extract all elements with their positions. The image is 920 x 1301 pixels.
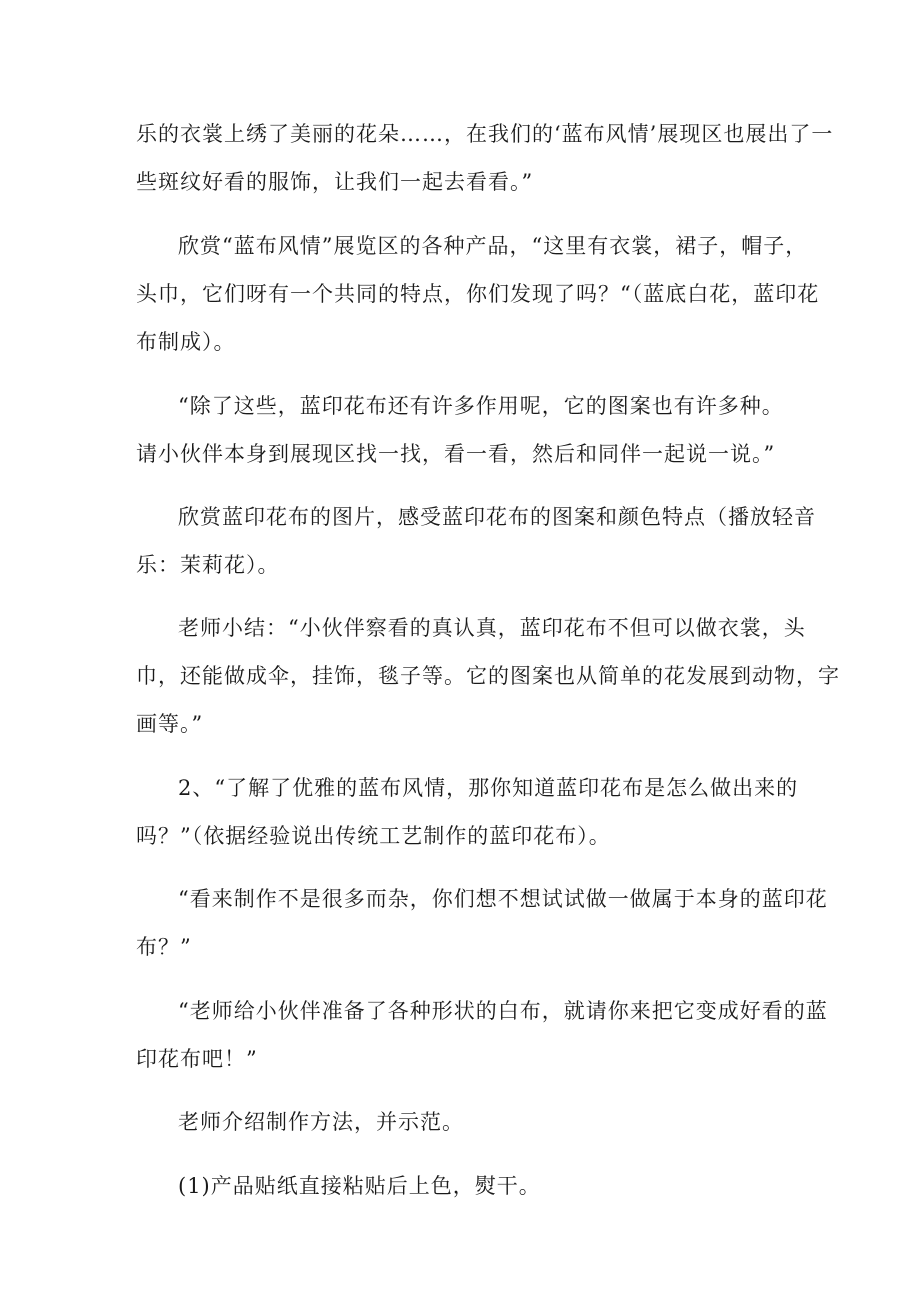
text-line: 欣赏“蓝布风情”展览区的各种产品，“这里有衣裳，裙子，帽子， xyxy=(178,234,808,258)
text-line: 请小伙伴本身到展现区找一找，看一看，然后和同伴一起说一说。” xyxy=(136,442,776,466)
text-line: 布制成）。 xyxy=(136,330,236,354)
text-line: 乐：茉莉花）。 xyxy=(136,553,280,577)
text-line: (1)产品贴纸直接粘贴后上色，熨干。 xyxy=(178,1174,541,1198)
text-line: “看来制作不是很多而杂，你们想不想试试做一做属于本身的蓝印花 xyxy=(178,887,828,911)
text-line: 巾，还能做成伞，挂饰，毯子等。它的图案也从简单的花发展到动物，字 xyxy=(136,664,840,688)
text-line: 乐的衣裳上绣了美丽的花朵……，在我们的‘蓝布风情’展现区也展出了一 xyxy=(136,122,834,146)
text-line: 欣赏蓝印花布的图片，感受蓝印花布的图案和颜色特点（播放轻音 xyxy=(178,505,816,529)
text-line: 印花布吧！” xyxy=(136,1047,258,1071)
text-line: 2、“了解了优雅的蓝布风情，那你知道蓝印花布是怎么做出来的 xyxy=(178,776,799,800)
text-line: 老师小结：“小伙伴察看的真认真，蓝印花布不但可以做衣裳，头 xyxy=(178,616,806,640)
text-line: 吗？”（依据经验说出传统工艺制作的蓝印花布）。 xyxy=(136,824,611,848)
text-line: “老师给小伙伴准备了各种形状的白布，就请你来把它变成好看的蓝 xyxy=(178,999,828,1023)
text-line: 老师介绍制作方法，并示范。 xyxy=(178,1110,464,1134)
text-line: “除了这些，蓝印花布还有许多作用呢，它的图案也有许多种。 xyxy=(178,394,784,418)
text-line: 些斑纹好看的服饰，让我们一起去看看。” xyxy=(136,170,534,194)
text-line: 布？” xyxy=(136,935,192,959)
text-line: 头巾，它们呀有一个共同的特点，你们发现了吗？“（蓝底白花，蓝印花 xyxy=(136,282,820,306)
text-line: 画等。” xyxy=(136,712,204,736)
